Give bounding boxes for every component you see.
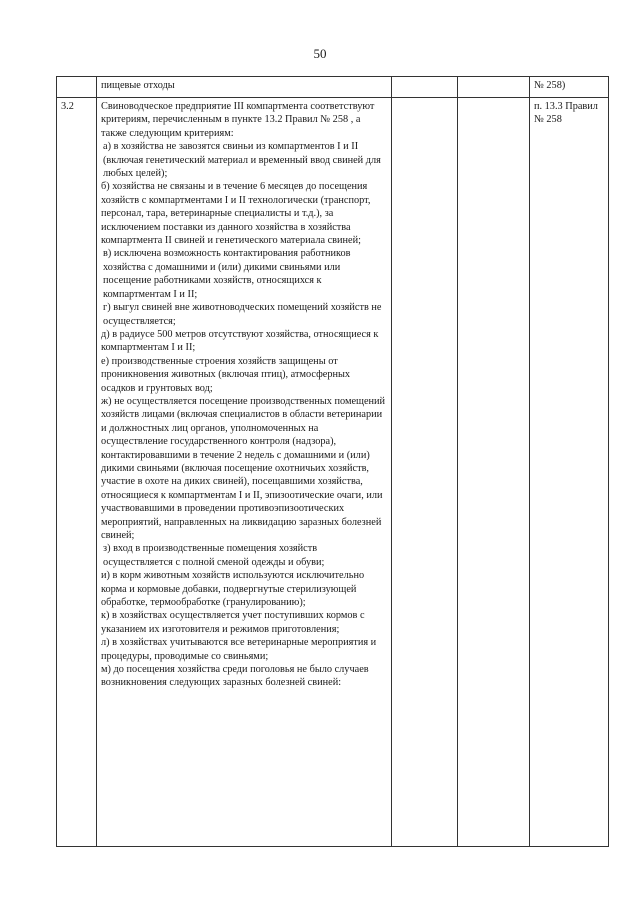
- criterion-item: г) выгул свиней вне животноводческих помещений хозяйств не осуществляется;: [103, 302, 382, 327]
- reference-cell: п. 13.3 Правил № 258: [530, 98, 609, 847]
- row-number-cell: [57, 77, 97, 98]
- requirement-intro: Свиноводческое предприятие III компартмента соответствуют критериям, перечисленным в пункте 13.2 Правил № 258 , а также следующим критериям:: [101, 101, 375, 139]
- reference-cell: № 258): [530, 77, 609, 98]
- criterion-item: м) до посещения хозяйства среди поголовья не было случаев возникновения следующих заразных болезней свиней:: [101, 664, 369, 689]
- criterion-item: к) в хозяйствах осуществляется учет поступивших кормов с указанием их изготовителя и режимов приготовления;: [101, 610, 365, 635]
- requirement-text-cell: пищевые отходы: [97, 77, 392, 98]
- criterion-item: л) в хозяйствах учитываются все ветеринарные мероприятия и процедуры, проводимые со свиньями;: [101, 637, 377, 662]
- page-number: 50: [313, 46, 327, 61]
- criterion-item: д) в радиусе 500 метров отсутствуют хозяйства, относящиеся к компартментам I и II;: [101, 328, 379, 354]
- table-row: [57, 77, 609, 98]
- criterion-item: ж) не осуществляется посещение производственных помещений хозяйств лицами (включая специалистов в области ветеринарии и должностных лиц органов, уполномоченных на осуществление государственного контроля (надзора), контактировавшими в течение 2 недель с домашними и (или) дикими свиньями (включая посещение охотничьих хозяйств, участие в охоте на диких свиней), посещавшими хозяйства, относящиеся к компартментам I и II, эпизоотические очаги, или участвовавшими в проведении противоэпизоотических мероприятий, направленных на ликвидацию заразных болезней свиней;: [101, 395, 386, 541]
- criterion-item: и) в корм животным хозяйств используются исключительно корма и кормовые добавки, подвергнутые стерилизующей обработке, термообработке (гранулированию);: [101, 570, 365, 609]
- empty-cell: [392, 77, 458, 98]
- table-row: [57, 98, 609, 847]
- criterion-item: е) производственные строения хозяйств защищены от проникновения животных (включая птиц), атмосферных осадков и грунтовых вод;: [101, 355, 351, 394]
- requirement-text-cell: [97, 98, 392, 847]
- criterion-item: з) вход в производственные помещения хозяйств осуществляется с полной сменой одежды и обуви;: [103, 543, 325, 568]
- criterion-item: в) исключена возможность контактирования работников хозяйства с домашними и (или) дикими свиньями или посещение работниками хозяйств, относящихся к компартментам I и II;: [103, 248, 351, 300]
- empty-cell: [392, 98, 458, 847]
- empty-cell: [458, 77, 530, 98]
- criterion-item: б) хозяйства не связаны и в течение 6 месяцев до посещения хозяйств с компартментами I и II технологически (транспорт, персонал, тара, ветеринарные специалисты и т.д.), за исключением поставки из данного хозяйства в хозяйства компартмента II свиней и генетического материала свиней;: [101, 181, 371, 247]
- criterion-item: а) в хозяйства не завозятся свиньи из компартментов I и II (включая генетический материал и временный ввод свиней для любых целей);: [103, 141, 381, 180]
- row-number-cell: 3.2: [57, 98, 97, 847]
- requirements-table: [56, 76, 609, 847]
- empty-cell: [458, 98, 530, 847]
